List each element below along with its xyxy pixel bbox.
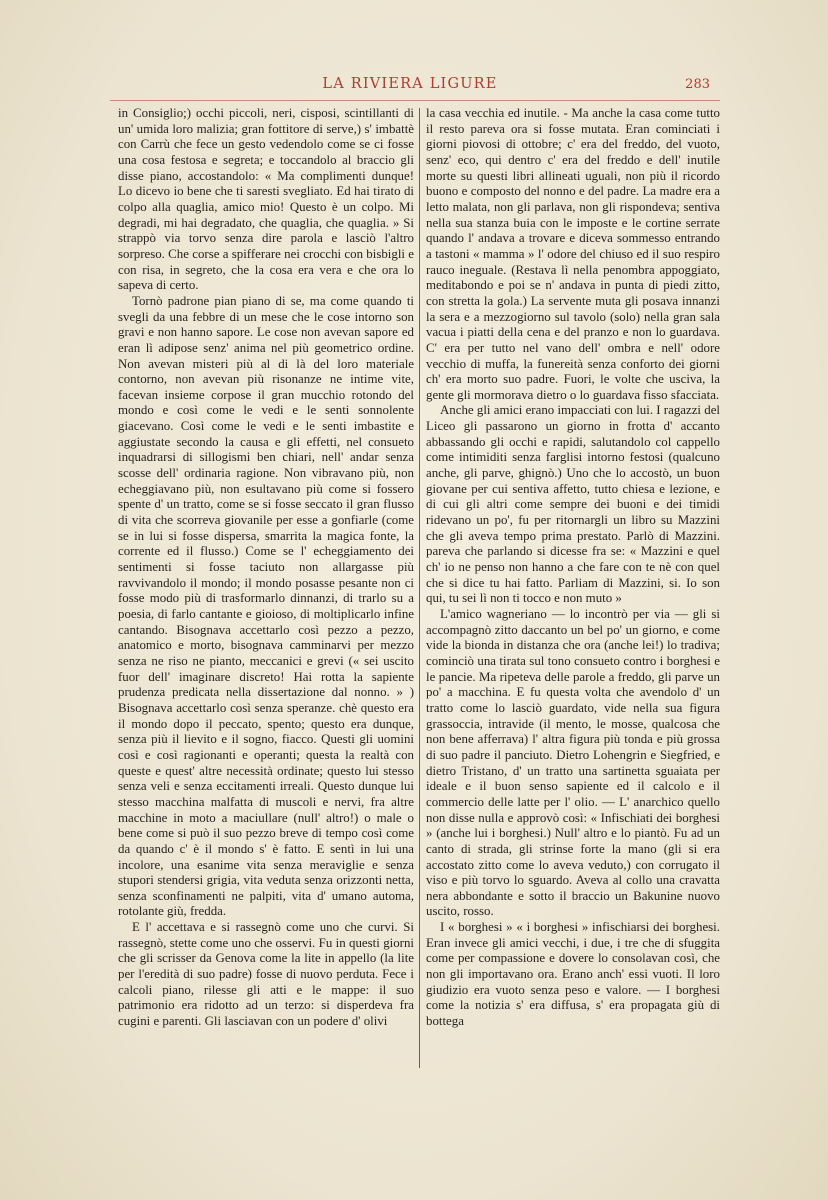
paragraph: I « borghesi » « i borghesi » infischiarsi dei borghesi. Eran invece gli amici vecchi, i due, i tre che di sfuggita come per compassione e dovere lo consolavan così, che non gli importavano ora. Erano anch' essi vuoti. Il loro giudizio era vuoto senza peso e valore. — I borghesi come la notizia s' era diffusa, s' era propagata giù di bottega — [426, 920, 720, 1029]
paragraph: Tornò padrone pian piano di se, ma come quando ti svegli da una febbre di un mese che le cose intorno son gravi e non hanno sapore. Le cose non avevan sapore ed eran lì adipose senz' anima nel più geometrico ordine. Non avevan misteri più al di là del loro materiale contorno, non avevan più risonanze ne intime vite, facevan insieme corpose il gran mucchio rotondo del mondo e così come le vedi e le senti sonnolente giacevano. Così come le vedi e le senti imbastite e aggiustate secondo la causa e gli effetti, nel consueto inquadrarsi di sillogismi ben chiari, nell' andar senza scosse dell' ordinaria ragione. Non vibravano più, non echeggiavano più, non esultavano più come si fossero spente d' un tratto, come se si fosse seccato il gran flusso di vita che scorreva giovanile per esse a gonfiarle (come se in lui si fosse dispersa, smarrita la magica fonte, la corrente ed il flusso.) Come se l' echeggiamento dei sentimenti si fosse taciuto non allargasse più ravvivandolo il mondo; il mondo posasse pesante non ci fosse modo più di trasformarlo dinnanzi, di trarlo su a poesia, di farlo cantante e gioioso, di moltiplicarlo infine cantando. Bisognava accettarlo così pezzo a pezzo, anatomico e morto, bisognava camminarvi per mezzo senza ne riso ne pianto, meccanici e grevi (« sei uscito fuor dell' imaginare discreto! Hai rotta la sapiente prudenza predicata nella dissertazione dal nonno. » ) Bisognava accettarlo così senza speranze. chè questo era il mondo dopo il peccato, spento; questo era dunque, senza più il lievito e il sogno, fiacco. Questi gli uomini così e così ragionanti e operanti; questa la realtà con queste e quest' altre necessità ordinate; questo lui stesso senza veli e senza eccitamenti irreali. Questo dunque lui stesso macchina malfatta di muscoli e nervi, fra altre macchine in moto a maciullare (null' altro!) o male o bene come si può il suo pezzo breve di tempo così come da quando c' è il mondo s' è fatto. E sentì in lui una incolore, una esanime vita senza meraviglie e senza stupori stendersi grigia, vita veduta senza orizzonti netta, senza sconfinamenti ne palpiti, vita d' umano automa, rotolante giù, fredda. — [118, 293, 414, 919]
page-number: 283 — [685, 77, 710, 92]
column-divider — [419, 108, 420, 1068]
paragraph: E l' accettava e si rassegnò come uno che curvi. Si rassegnò, stette come uno che osservi. Fu in questi giorni che gli scrisser da Genova come la lite in appello (la lite per l'eredità di suo padre) fosse di nuovo perduta. Fece i calcoli piano, rilesse gli atti e le mappe: il suo patrimonio era ridotto ad un terzo: si disperdeva fra cugini e parenti. Gli lasciavan con un podere d' olivi — [118, 920, 414, 1029]
paragraph: in Consiglio;) occhi piccoli, neri, cisposi, scintillanti di un' umida loro malizia; gran fottitore di serve,) s' imbattè con Carrù che fece un gesto vedendolo come se ci fosse una cosa festosa e segreta; e toccandolo al braccio gli disse piano, accostandolo: « Ma complimenti dunque! Lo dicevo io bene che ti saresti svegliato. Ed hai tirato di colpo alla quaglia, amico mio! Questo è un colpo. Mi degradi, mi hai degradato, che quaglia, che quaglia. » Si strappò via torvo senza dire parola e lasciò l'altro sorpreso. Che corse a spifferare nei crocchi con bisbigli e con risa, in segreto, che la cosa era vera e che ora lo sapeva di certo. — [118, 106, 414, 293]
paragraph: Anche gli amici erano impacciati con lui. I ragazzi del Liceo gli passarono un giorno in frotta d' accanto abbassando gli occhi e rapidi, salutandolo col cappello come intimiditi senza farglisi intorno festosi (qualcuno anche, gli parve, ghignò.) Uno che lo accostò, un buon giovane per cui sentiva affetto, tutto chiesa e lezione, e di cui gli altri come sempre dei buoni e dei timidi ridevano un po', fu per ritornargli un libro su Mazzini che gli aveva tempo prima prestato. Parlò di Mazzini. pareva che parlando si dicesse fra se: « Mazzini e quel ch' io ne penso non hanno a che fare con te nè con quel che si dice tu hai fatto. Parliam di Mazzini, si. Io son qui, tu sei lì non ti tocco e non muto » — [426, 403, 720, 606]
left-column — [118, 106, 414, 1030]
header-rule — [110, 100, 720, 101]
page-header — [110, 76, 710, 100]
right-column — [426, 106, 720, 1030]
running-title: LA RIVIERA LIGURE — [322, 76, 498, 92]
paragraph: L'amico wagneriano — lo incontrò per via — gli si accompagnò zitto daccanto un bel po' un giorno, e come vide la bionda in distanza che ora (anche lei!) lo tradiva; cominciò una tirata sul tono consueto contro i borghesi e le pancie. Ma ripeteva delle parole a freddo, gli parve un po' a macchina. E fu questa volta che avendolo d' un tratto come lo lasciò guardato, vide nella sua figura grassoccia, intravide (il mento, le mosse, qualcosa che non bene afferrava) l' altra figura più tonda e più grossa di suo padre il panciuto. Dietro Lohengrin e Siegfried, e dietro Tristano, d' un tratto una sartinetta sguaiata per ideale e il buon senso sapiente ed il calcolo e il commercio delle latte per l' olio. — L' anarchico quello non disse nulla e approvò così: « Infischiati dei borghesi » (anche lui i borghesi.) Null' altro e lo piantò. Fu ad un canto di strada, gli strinse forte la mano (gli si era accostato zitto come lo aveva veduto,) con corrugato il viso e più torvo lo sguardo. Aveva al collo una cravatta nera abbondante e sotto il braccio un Bakunine nuovo uscito, rosso. — [426, 607, 720, 919]
paragraph: la casa vecchia ed inutile. - Ma anche la casa come tutto il resto pareva ora si fosse mutata. Eran cominciati i giorni piovosi di ottobre; c' era del freddo, del vuoto, senz' eco, qui dentro c' era del freddo e dell' inutile morte su questi libri allineati uguali, non più il ricordo buono e composto del nonno e del padre. La madre era a letto malata, non gli parlava, non gli rispondeva; sentiva nella sua stanza buia con le imposte e le cortine serrate quando l' andava a trovare e diceva sommesso entrando a tastoni « mamma » l' odore del chiuso ed il suo respiro rauco ineguale. (Restava lì nella penombra appoggiato, meditabondo e poi se n' andava in punta di piedi zitto, con stretta la gola.) La servente muta gli posava innanzi la sera e a mezzogiorno sul tavolo (solo) nella gran sala vacua i piatti della cena e del pranzo e non lo guardava. C' era per tutto nel vano dell' ombra e nell' odore vecchio di muffa, la funereità senza conforto dei giorni ch' era morto suo padre. Fuori, le volte che usciva, la gente gli mormorava dietro o lo guardava fisso sfacciata. — [426, 106, 720, 402]
